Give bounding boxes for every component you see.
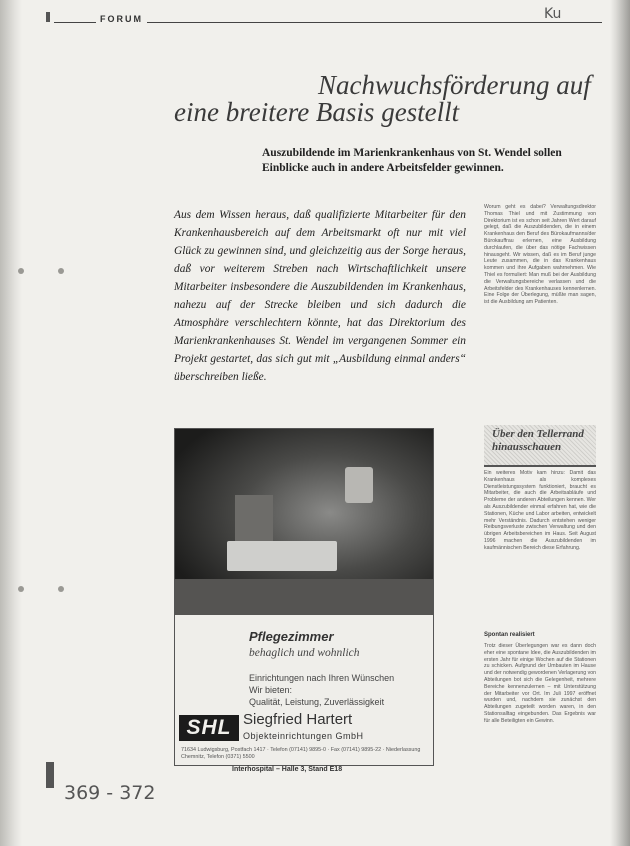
scan-right-edge <box>610 0 630 846</box>
right-column-text-3 <box>484 643 596 725</box>
handwritten-mark: Ku <box>544 6 562 22</box>
ad-photo <box>175 429 433 615</box>
handwritten-page-numbers: 369 - 372 <box>64 782 156 804</box>
company-name <box>243 712 364 744</box>
edge-mark <box>46 12 50 22</box>
article-subtitle: Auszubildende im Marienkrankenhaus von St. Wendel sollen Einblicke auch in andere Arbeitsfelder gewinnen. <box>262 147 562 174</box>
ad-line: Einrichtungen nach Ihren Wünschen <box>249 673 395 683</box>
ad-line: Wir bieten: <box>249 685 293 695</box>
title-line-1: Nachwuchsförderung auf <box>318 70 591 100</box>
ad-lines <box>249 672 394 708</box>
ad-title: Pflegezimmer <box>249 629 334 644</box>
company-address: 71634 Ludwigsburg, Postfach 1417 · Telefon (07141) 9895-0 · Fax (07141) 9895-22 · Niederlassung Chemnitz, Telefon (0371) 5500 <box>181 747 421 760</box>
lead-paragraph: Aus dem Wissen heraus, daß qualifizierte Mitarbeiter für den Krankenhausbereich auf dem Arbeitsmarkt oft nur mit viel Glück zu gewinnen sind, und gleichzeitig aus der Sorge heraus, daß vor weiterem Streben nach Wirtschaftlichkeit unsere Mitarbeiter insbesondere die Auszubildenden im Krankenhaus, nahezu auf der Strecke bleiben und sich dadurch die Atmosphäre verschlechtern könnte, hat das Direktorium des Marienkrankenhauses St. Wendel im vergangenen Sommer ein Projekt gestartet, das sich gut mit „Ausbildung einmal anders“ überschreiben ließe. <box>174 209 466 383</box>
photo-floor <box>175 579 433 615</box>
paragraph: Ein weiteres Motiv kam hinzu: Damit das Krankenhaus als komplexes Dienstleistungssystem funktioniert, braucht es Mitarbeiter, die auch die Arbeitsabläufe und Probleme der anderen Abteilungen kennen. Wer als Auszubildender einmal erfahren hat, wie die Stationen, Küche und Labor arbeiten, entwickelt mehr Verständnis. Dadurch entstehen weniger Reibungsverluste zwischen Verwaltung und den übrigen Arbeitsbereichen im Haus. Seit August 1996 machen die Auszubildenden im kaufmännischen Bereich diese Erfahrung. <box>484 470 596 551</box>
section-label: FORUM <box>96 14 147 24</box>
company-logo: SHL <box>179 715 239 741</box>
binder-hole <box>18 268 24 274</box>
right-column-text-2 <box>484 470 596 552</box>
photo-bed <box>227 541 337 571</box>
binder-hole <box>18 586 24 592</box>
advertisement <box>174 428 434 766</box>
photo-lamp <box>345 467 373 503</box>
title-line-2: eine breitere Basis gestellt <box>174 97 460 127</box>
ad-line: Qualität, Leistung, Zuverlässigkeit <box>249 697 385 707</box>
binder-hole <box>58 268 64 274</box>
paragraph: Worum geht es dabei? Verwaltungsdirektor Thomas Thiel und mit Zustimmung von Direktorium ist es schon seit Jahren Wert darauf gelegt, daß die Auszubildenden, die in einem Krankenhaus den Beruf des Bürokaufmanns/der Bürokauffrau erlernen, eine Ausbildung durchlaufen, die über das nötige Fachwissen hinausgeht. Wir wissen, daß es im Beruf junge Leute zusammen, die in das Krankenhaus kommen und ihre Aufgaben wahrnehmen. Wie Thiel es formuliert: Man muß bei der Ausbildung die Verwaltungsbereiche verlassen und die Arbeitsfelder des Krankenhauses kennenlernen. Eine Folge der Überlegung, müßte man sagen, ist die Ausbildung am Patienten. <box>484 204 596 306</box>
box-heading-text: Über den Tellerrand hinausschauen <box>492 428 584 453</box>
paragraph: Trotz dieser Überlegungen war es dann doch eher eine spontane Idee, die Auszubildenden im ersten Jahr für einige Wochen auf die Stationen zu schicken. Aufgrund der Umbauten im Hause und der notwendig gewordenen Verlagerung von Abteilungen bot sich die Gelegenheit, mehrere Bereiche kennenzulernen – mit Unterstützung der Mitarbeiter vor Ort. Im Juli 1997 eröffnet wurden und, nachdem sie zunächst den Abteilungen zugeteilt worden waren, in den Stationsalltag eingebunden. Das Ergebnis war für alle Beteiligten ein Gewinn. <box>484 643 596 724</box>
right-column-text-1 <box>484 204 596 306</box>
binder-hole <box>58 586 64 592</box>
company-subtitle: Objekteinrichtungen GmbH <box>243 731 364 741</box>
box-heading <box>484 425 596 467</box>
edge-mark <box>46 762 54 788</box>
scan-left-edge <box>0 0 22 846</box>
fair-stand-line: Interhospital – Halle 3, Stand E18 <box>232 766 343 773</box>
ad-tagline: behaglich und wohnlich <box>249 647 360 659</box>
small-heading: Spontan realisiert <box>484 632 535 638</box>
company-name-text: Siegfried Hartert <box>243 711 353 728</box>
